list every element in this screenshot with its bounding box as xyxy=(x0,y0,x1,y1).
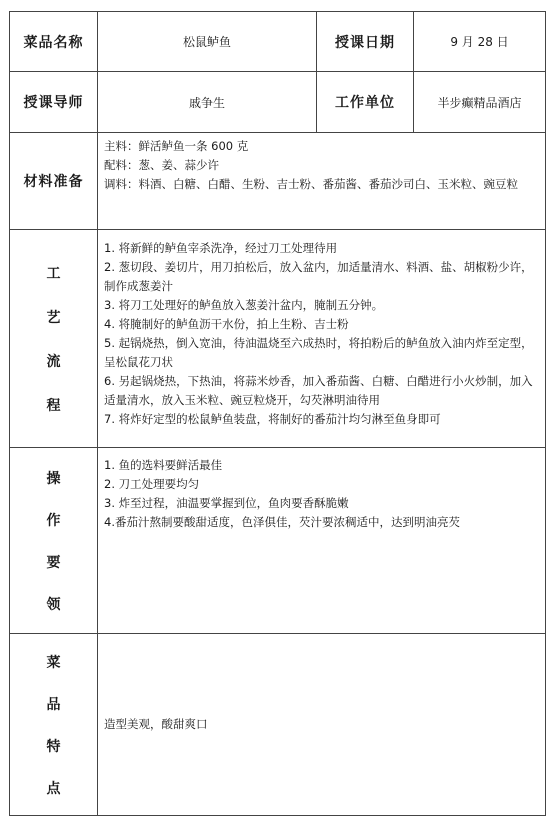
lesson-date-label: 授课日期 xyxy=(317,12,414,72)
process-step: 2. 葱切段、姜切片，用刀拍松后，放入盆内，加适量清水、料酒、盐、胡椒粉少许，制作成葱姜汁 xyxy=(104,260,533,293)
features-label-char: 特 xyxy=(46,738,61,755)
operation-point: 2. 刀工处理要均匀 xyxy=(104,477,200,491)
features-label-char: 菜 xyxy=(46,654,61,671)
operations-row xyxy=(10,448,546,634)
process-step: 7. 将炸好定型的松鼠鲈鱼装盘，将制好的番茄汁均匀淋至鱼身即可 xyxy=(104,412,441,426)
process-label-char: 流 xyxy=(46,353,61,370)
work-unit-value: 半步癫精品酒店 xyxy=(414,72,546,133)
process-step: 3. 将刀工处理好的鲈鱼放入葱姜汁盆内，腌制五分钟。 xyxy=(104,298,384,312)
work-unit-label: 工作单位 xyxy=(317,72,414,133)
operations-label-char: 领 xyxy=(46,596,61,613)
operation-point: 4.番茄汁熬制要酸甜适度，色泽俱佳，芡汁要浓稠适中，达到明油亮芡 xyxy=(104,515,460,529)
dish-row xyxy=(10,12,546,72)
teacher-value: 戚争生 xyxy=(98,72,317,133)
process-step: 5. 起锅烧热，倒入宽油，待油温烧至六成热时，将拍粉后的鲈鱼放入油内炸至定型，呈松鼠花刀状 xyxy=(104,336,533,369)
operation-point: 3. 炸至过程，油温要掌握到位，鱼肉要香酥脆嫩 xyxy=(104,496,349,510)
process-label-char: 艺 xyxy=(46,309,61,326)
features-label-char: 点 xyxy=(46,780,61,797)
main-ingredient: 主料：鲜活鲈鱼一条 600 克 xyxy=(104,139,249,153)
features-row xyxy=(10,634,546,816)
teacher-row xyxy=(10,72,546,133)
process-label-char: 工 xyxy=(46,265,61,282)
seasoning: 调料：料酒、白糖、白醋、生粉、吉士粉、番茄酱、番茄沙司白、玉米粒、豌豆粒 xyxy=(104,177,518,191)
operations-content xyxy=(98,448,546,634)
materials-row xyxy=(10,133,546,230)
process-step: 1. 将新鲜的鲈鱼宰杀洗净，经过刀工处理待用 xyxy=(104,241,338,255)
process-step: 4. 将腌制好的鲈鱼沥干水份，拍上生粉、吉士粉 xyxy=(104,317,349,331)
dish-name-label: 菜品名称 xyxy=(10,12,98,72)
lesson-date-value: 9 月 28 日 xyxy=(414,12,546,72)
operations-label-char: 要 xyxy=(46,554,61,571)
operations-label-char: 作 xyxy=(46,512,61,529)
features-label xyxy=(10,634,98,816)
process-label xyxy=(10,230,98,448)
operations-label xyxy=(10,448,98,634)
materials-label: 材料准备 xyxy=(10,133,98,230)
process-label-char: 程 xyxy=(46,397,61,414)
process-row xyxy=(10,230,546,448)
dish-name-value: 松鼠鲈鱼 xyxy=(98,12,317,72)
materials-content xyxy=(98,133,546,230)
side-ingredient: 配料：葱、姜、蒜少许 xyxy=(104,158,219,172)
process-content xyxy=(98,230,546,448)
features-content: 造型美观，酸甜爽口 xyxy=(98,634,546,816)
process-step: 6. 另起锅烧热，下热油，将蒜米炒香，加入番茄酱、白糖、白醋进行小火炒制，加入适量清水，放入玉米粒、豌豆粒烧开，勾芡淋明油待用 xyxy=(104,374,533,407)
features-label-char: 品 xyxy=(46,696,61,713)
lesson-sheet xyxy=(9,11,546,816)
teacher-label: 授课导师 xyxy=(10,72,98,133)
operations-label-char: 操 xyxy=(46,470,61,487)
operation-point: 1. 鱼的选料要鲜活最佳 xyxy=(104,458,223,472)
